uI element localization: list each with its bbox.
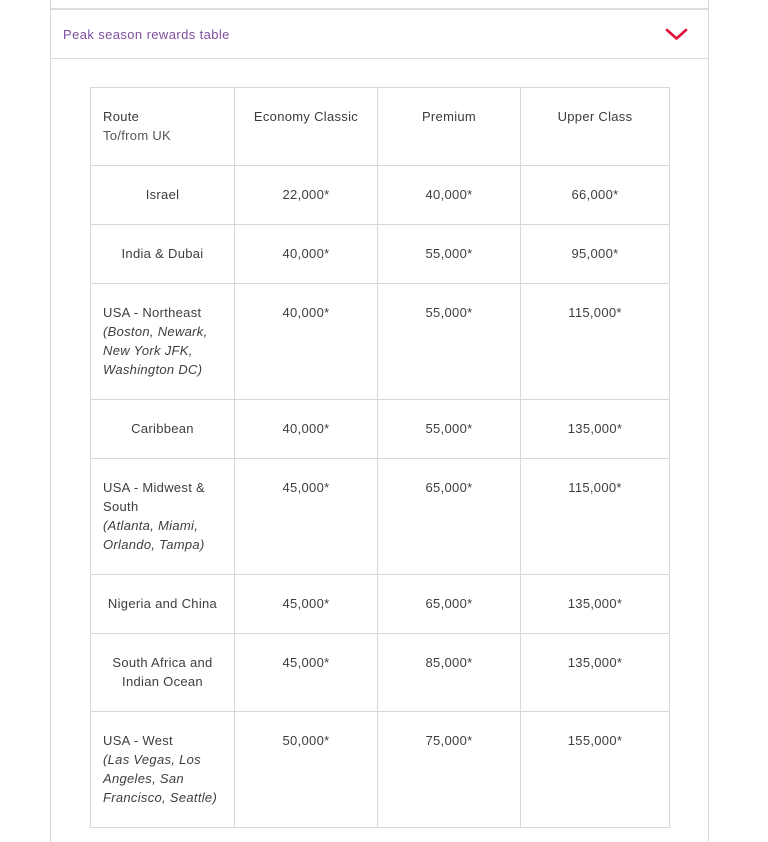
economy-classic-value: 45,000* (235, 575, 378, 634)
premium-value: 55,000* (378, 225, 521, 284)
premium-value: 85,000* (378, 634, 521, 712)
table-row (91, 712, 670, 828)
table-header-row (91, 88, 670, 166)
table-row (91, 166, 670, 225)
column-header-upper-class: Upper Class (521, 88, 670, 166)
table-row (91, 400, 670, 459)
premium-value: 55,000* (378, 284, 521, 400)
economy-classic-value: 50,000* (235, 712, 378, 828)
premium-value: 55,000* (378, 400, 521, 459)
economy-classic-value: 45,000* (235, 634, 378, 712)
economy-classic-value: 45,000* (235, 459, 378, 575)
table-row (91, 459, 670, 575)
upper-class-value: 115,000* (521, 284, 670, 400)
upper-class-value: 95,000* (521, 225, 670, 284)
column-header-premium: Premium (378, 88, 521, 166)
previous-section-edge (51, 0, 708, 9)
route-cell (91, 284, 235, 400)
table-row (91, 284, 670, 400)
route-cell (91, 225, 235, 284)
economy-classic-value: 40,000* (235, 284, 378, 400)
accordion-section (50, 0, 709, 842)
column-header-economy-classic: Economy Classic (235, 88, 378, 166)
economy-classic-value: 40,000* (235, 400, 378, 459)
table-row (91, 225, 670, 284)
table-row (91, 575, 670, 634)
premium-value: 75,000* (378, 712, 521, 828)
route-cell (91, 459, 235, 575)
upper-class-value: 66,000* (521, 166, 670, 225)
accordion-header[interactable] (51, 9, 708, 59)
route-cell (91, 712, 235, 828)
route-cell (91, 634, 235, 712)
premium-value: 40,000* (378, 166, 521, 225)
route-header-sublabel: To/from UK (103, 128, 172, 143)
economy-classic-value: 22,000* (235, 166, 378, 225)
premium-value: 65,000* (378, 459, 521, 575)
route-cell (91, 575, 235, 634)
route-name: USA - West (103, 733, 173, 748)
upper-class-value: 135,000* (521, 575, 670, 634)
route-name: Caribbean (131, 421, 194, 436)
upper-class-value: 135,000* (521, 400, 670, 459)
upper-class-value: 115,000* (521, 459, 670, 575)
column-header-route (91, 88, 235, 166)
route-cell (91, 166, 235, 225)
rewards-table (90, 87, 670, 828)
accordion-panel (51, 59, 708, 828)
route-cities: (Boston, Newark, New York JFK, Washington DC) (103, 324, 208, 377)
upper-class-value: 155,000* (521, 712, 670, 828)
route-cities: (Atlanta, Miami, Orlando, Tampa) (103, 518, 205, 552)
route-name: USA - Northeast (103, 305, 202, 320)
chevron-down-icon[interactable] (665, 28, 688, 41)
route-name: India & Dubai (121, 246, 204, 261)
upper-class-value: 135,000* (521, 634, 670, 712)
route-name: Israel (145, 187, 180, 202)
route-name: Nigeria and China (107, 596, 218, 611)
route-header-label: Route (103, 109, 140, 124)
route-name: South Africa and Indian Ocean (112, 655, 213, 689)
economy-classic-value: 40,000* (235, 225, 378, 284)
table-row (91, 634, 670, 712)
accordion-title: Peak season rewards table (63, 26, 230, 42)
route-name: USA - Midwest & South (103, 480, 206, 514)
route-cell (91, 400, 235, 459)
premium-value: 65,000* (378, 575, 521, 634)
route-cities: (Las Vegas, Los Angeles, San Francisco, Seattle) (103, 752, 218, 805)
